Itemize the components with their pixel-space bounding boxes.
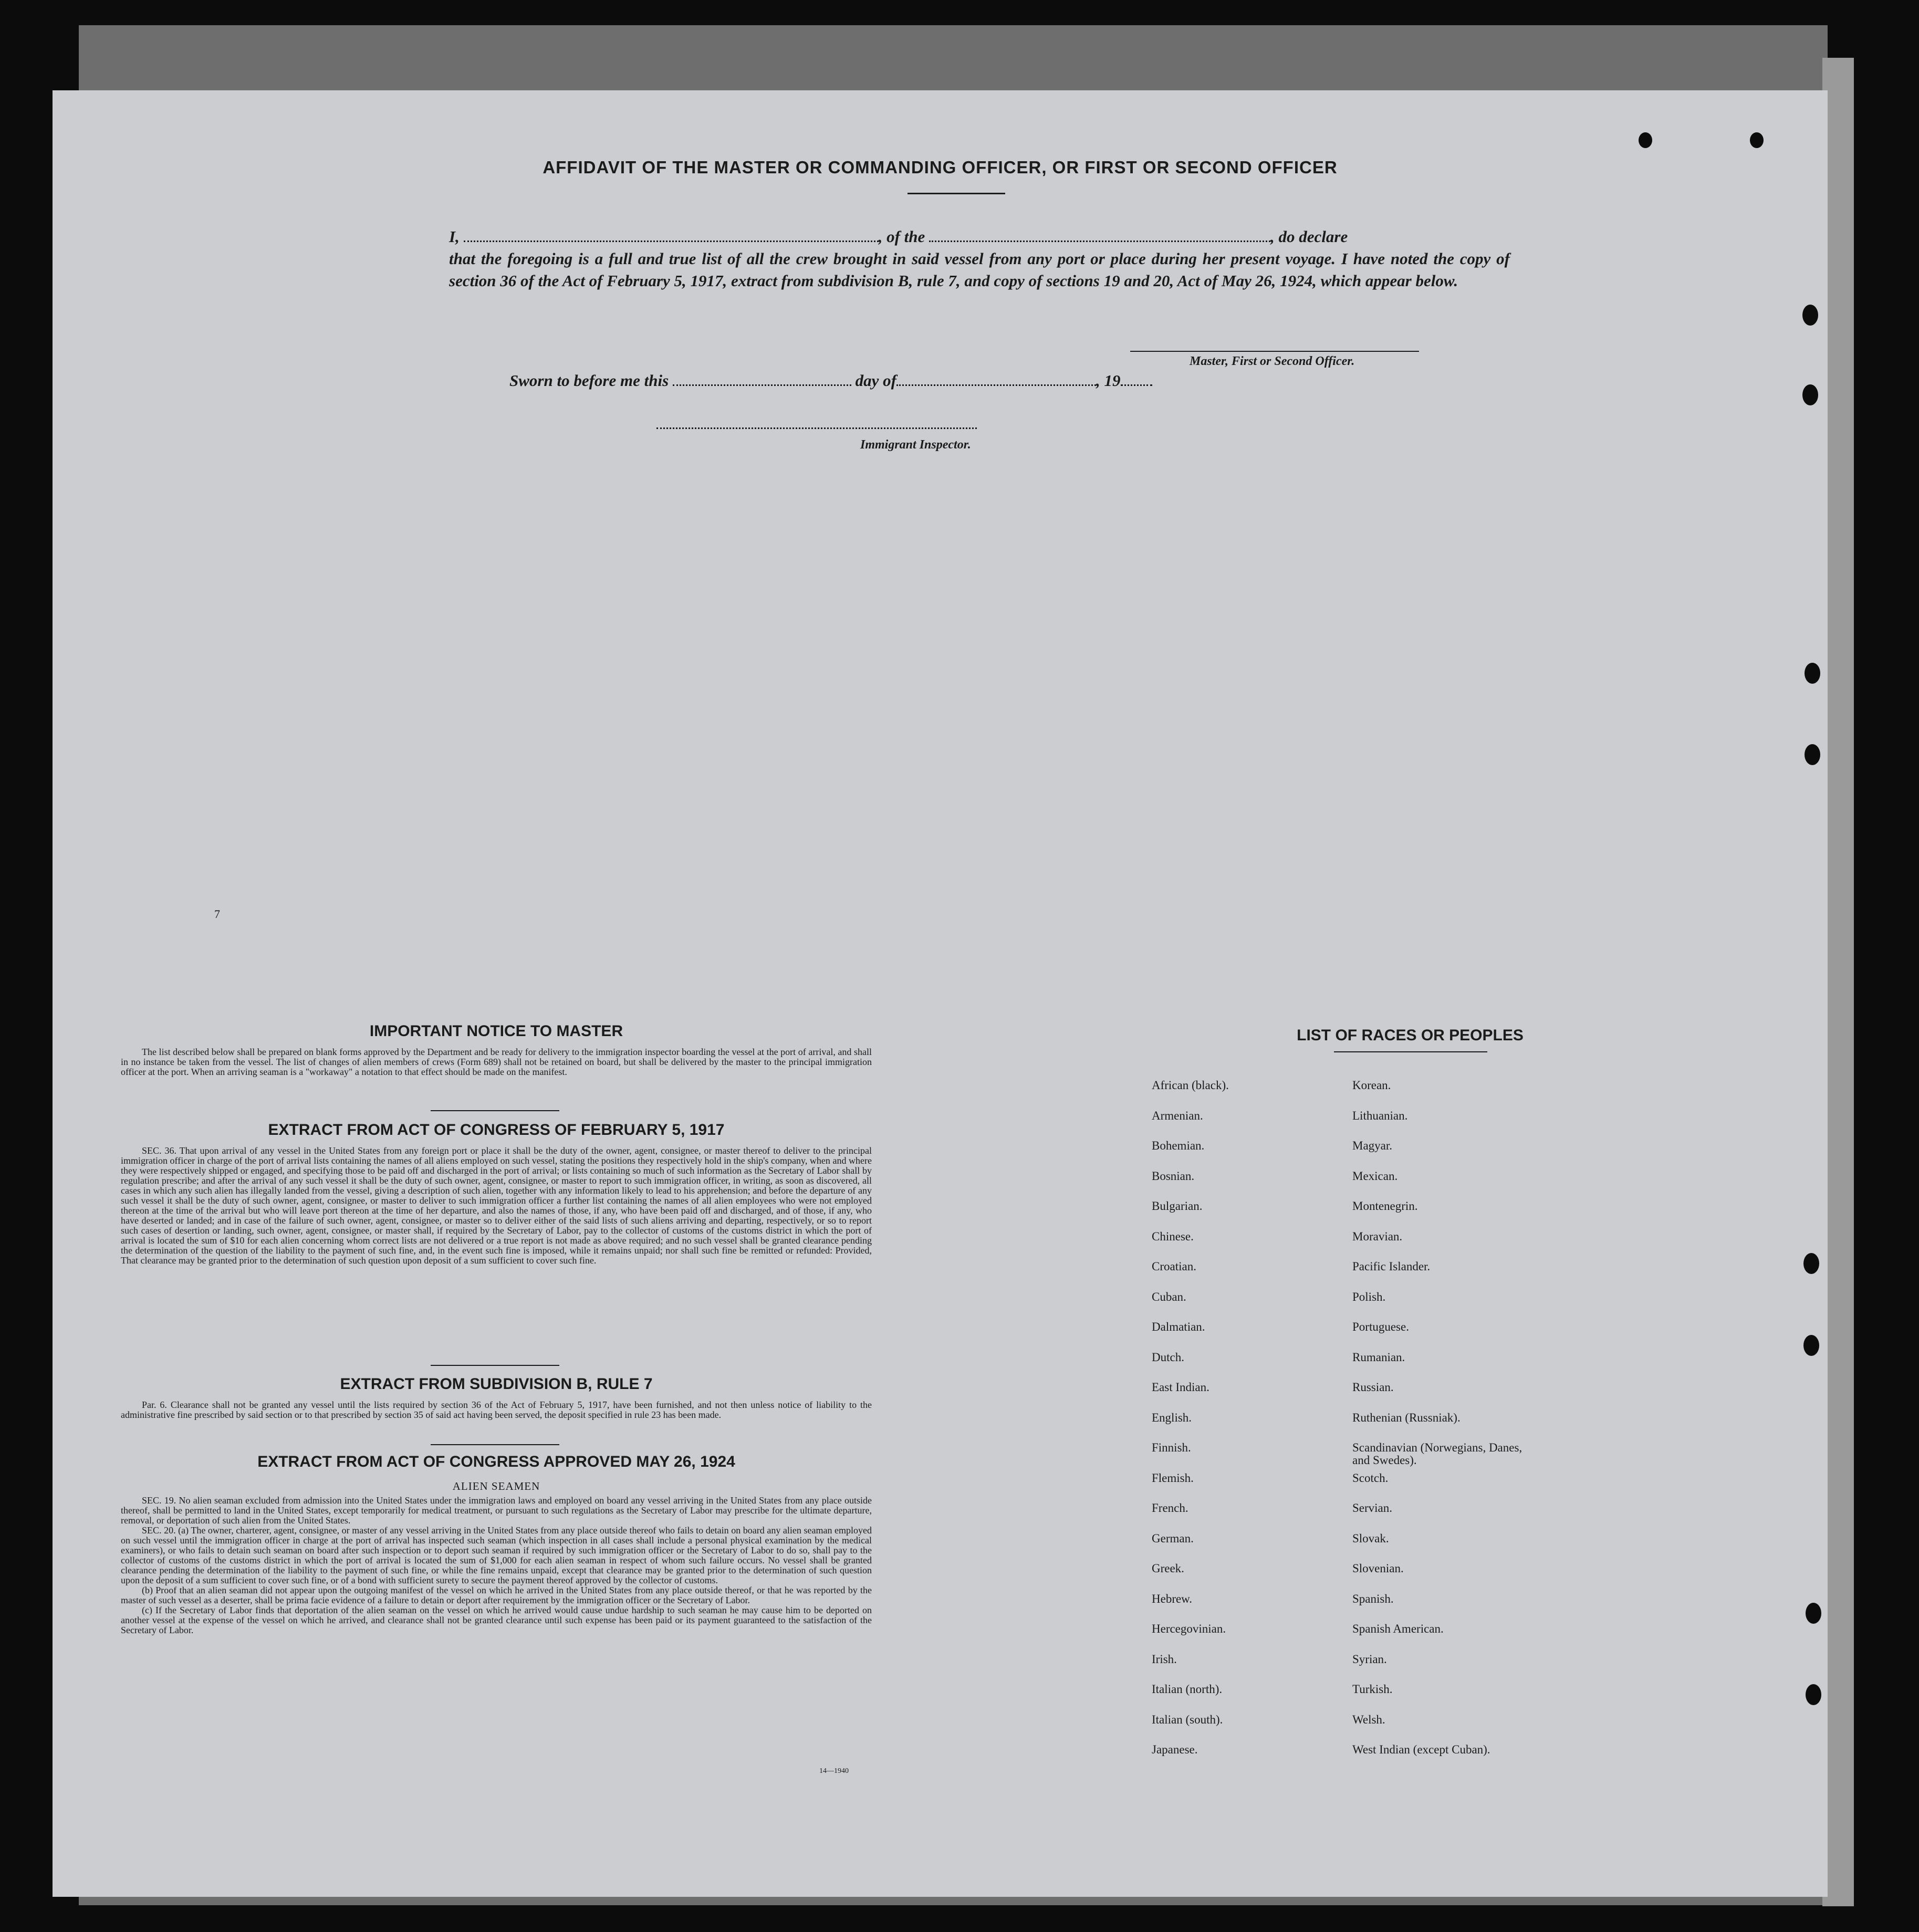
race-item: Spanish American. [1352,1622,1444,1635]
punch-hole [1750,132,1764,148]
race-item: Scotch. [1352,1471,1389,1485]
races-right-column [1352,1079,1625,1774]
race-item: Servian. [1352,1501,1393,1515]
race-item: Bosnian. [1152,1169,1195,1183]
affidavit-declaration [449,226,1510,292]
inspector-caption: Immigrant Inspector. [860,438,971,452]
title-rule [908,193,1005,194]
punch-hole [1805,744,1820,765]
race-item: Bohemian. [1152,1139,1205,1152]
race-item: African (black). [1152,1079,1229,1092]
race-item: English. [1152,1411,1192,1424]
race-item: Slovenian. [1352,1562,1404,1575]
notice-text: The list described below shall be prepared on blank forms approved by the Department and be ready for delivery to the immigration inspector boarding the vessel at the port of arrival, and shall in no instance be taken from the vessel. The list of changes of alien members of crews (Form 689) shall not be retained on board, but shall be delivered by the master to the principal immigration officer at the port. When an arriving seaman is a "workaway" a notation to that effect should be made on the manifest. [121,1047,872,1077]
punch-hole [1802,305,1818,326]
affidavit-body: that the foregoing is a full and true list of all the crew brought in said vessel from any port or place during her present voyage. I have noted the copy of section 36 of the Act of February 5, 1917, extract from subdivision B, rule 7, and copy of sections 19 and 20, Act of May 26, 1924, which appear below. [449,249,1510,290]
race-item: Greek. [1152,1562,1184,1575]
i-label: I, [449,227,460,246]
extract-1924-title: EXTRACT FROM ACT OF CONGRESS APPROVED MAY 26, 1924 [257,1453,735,1470]
inspector-signature-line[interactable] [656,427,977,429]
race-item: Turkish. [1352,1683,1393,1696]
race-item: Cuban. [1152,1290,1186,1303]
punch-hole [1806,1603,1821,1624]
race-item: Italian (north). [1152,1683,1223,1696]
race-item: Irish. [1152,1652,1177,1666]
extract-rule7-title: EXTRACT FROM SUBDIVISION B, RULE 7 [340,1375,653,1393]
race-item: Montenegrin. [1352,1199,1418,1213]
race-item: Portuguese. [1352,1320,1409,1333]
sec-20c-paragraph: (c) If the Secretary of Labor finds that deportation of the alien seaman on the vessel on which he arrived would cause undue hardship to such seaman he may cause him to be deported on another vessel at the expense of the vessel on which he arrived, and clearance shall not be granted clearance until such expense has been paid or its payment guaranteed to the satisfaction of the Secretary of Labor. [121,1605,872,1635]
race-item: Lithuanian. [1352,1109,1408,1122]
of-the-label: , of the [878,227,925,246]
race-item: Magyar. [1352,1139,1393,1152]
do-declare-label: , do declare [1270,227,1348,246]
race-item: Croatian. [1152,1260,1196,1273]
race-item: Russian. [1352,1381,1394,1394]
race-item: Dutch. [1152,1350,1184,1364]
extract-1924-subtitle: ALIEN SEAMEN [452,1480,540,1492]
race-item: Bulgarian. [1152,1199,1203,1213]
name-blank[interactable] [464,230,879,242]
sworn-month-blank[interactable] [896,374,1096,386]
punch-hole [1802,384,1818,405]
day-of-label: day of [855,371,896,390]
margin-mark: 7 [214,907,220,921]
race-item: Japanese. [1152,1743,1198,1756]
sec-20b-paragraph: (b) Proof that an alien seaman did not appear upon the outgoing manifest of the vessel on which he arrived in the United States from any place outside thereof, or that he was reported by the master of such vessel as a deserter, shall be prima facie evidence of a failure to detain or deport after requirement by the immigration officer or the Secretary of Labor. [121,1585,872,1605]
extract-1924-text [121,1496,872,1635]
race-item: Chinese. [1152,1229,1194,1243]
race-item: Syrian. [1352,1652,1387,1666]
notice-title: IMPORTANT NOTICE TO MASTER [369,1022,623,1040]
extract-1917-text: SEC. 36. That upon arrival of any vessel in the United States from any foreign port or place it shall be the duty of the owner, agent, consignee, or master thereof to deliver to the principal immigration officer in charge of the port of arrival lists containing the names of all aliens employed on such vessel, stating the positions they respectively hold in the ship's company, when and where they were respectively shipped or engaged, and specifying those to be paid off and discharged in the port of arrival; or lists containing so much of such information as the Secretary of Labor shall by regulation prescribe; and after the arrival of any such vessel it shall be the duty of such owner, agent, consignee, or master to report to such immigration officer, in writing, as soon as discovered, all cases in which any such alien has illegally landed from the vessel, giving a description of such alien, together with any information likely to lead to his apprehension; and before the departure of any such vessel it shall be the duty of such owner, agent, consignee, or master to deliver to such immigration officer a further list containing the names of all alien employees who were not employed thereon at the time of the arrival but who will leave port thereon at the time of her departure, and also the names of those, if any, who have been paid off and discharged, and of those, if any, who have deserted or landed; and in case of the failure of such owner, agent, consignee, or master so to deliver either of the said lists of such aliens arriving and departing, respectively, or so to report such cases of desertion or landing, such owner, agent, consignee, or master shall, if required by the Secretary of Labor, pay to the collector of customs of the customs district in which the port of arrival is located the sum of $10 for each alien concerning whom correct lists are not delivered or a true report is not made as above required; and no such vessel shall be granted clearance pending the determination of the question of the liability to the payment of such fine, and, in the event such fine is imposed, while it remains unpaid; nor shall such fine be remitted or refunded: Provided, That clearance may be granted prior to the determination of such question upon deposit of a sum sufficient to cover such fine. [121,1145,872,1266]
sworn-label: Sworn to before me this [509,371,669,390]
race-item: Welsh. [1352,1712,1385,1726]
sworn-day-blank[interactable] [673,374,851,386]
extract-1917-title: EXTRACT FROM ACT OF CONGRESS OF FEBRUARY 5, 1917 [268,1121,725,1139]
race-item: West Indian (except Cuban). [1352,1743,1490,1756]
form-number: 14—1940 [819,1767,849,1775]
punch-hole [1803,1335,1819,1356]
race-item: Rumanian. [1352,1350,1405,1364]
race-item: Italian (south). [1152,1712,1223,1726]
document-page [53,90,1828,1897]
race-item: Pacific Islander. [1352,1260,1431,1273]
race-item: East Indian. [1152,1381,1209,1394]
race-item: Ruthenian (Russniak). [1352,1411,1461,1424]
race-item: Hercegovinian. [1152,1622,1226,1635]
race-item: Scandinavian (Norwegians, Danes, and Swedes). [1352,1441,1522,1467]
race-item: Hebrew. [1152,1592,1193,1605]
races-title: LIST OF RACES OR PEOPLES [1297,1027,1524,1044]
affidavit-title: AFFIDAVIT OF THE MASTER OR COMMANDING OFFICER, OR FIRST OR SECOND OFFICER [543,158,1338,177]
divider-3 [431,1444,559,1445]
race-item: Spanish. [1352,1592,1394,1605]
race-item: French. [1152,1501,1188,1515]
race-item: Korean. [1352,1079,1391,1092]
sec-19-paragraph: SEC. 19. No alien seaman excluded from admission into the United States under the immigration laws and employed on board any vessel arriving in the United States from any place outside thereof, shall be permitted to land in the United States, except temporarily for medical treatment, or pursuant to such regulations as the Secretary of Labor may prescribe for the ultimate departure, removal, or deportation of such alien from the United States. [121,1495,872,1526]
divider-2 [431,1365,559,1366]
punch-hole [1803,1253,1819,1274]
sec-20a-paragraph: SEC. 20. (a) The owner, charterer, agent, consignee, or master of any vessel arriving in the United States from any place outside thereof who fails to detain on board any alien seaman employed on such vessel until the immigration officer in charge at the port of arrival has inspected such seaman (which inspection in all cases shall include a personal physical examination by the medical examiners), or who fails to detain such seaman on board after such inspection or to deport such seaman if required by such immigration officer or the Secretary of Labor to do so, shall pay to the collector of customs of the customs district in which the port of arrival is located the sum of $1,000 for each alien seaman in respect of whom such failure occurs. No vessel shall be granted clearance pending the determination of the liability to the payment of such fine, or while the fine remains unpaid, except that clearance may be granted prior to the determination of such question upon the deposit of a sum sufficient to cover such fine, or of a bond with sufficient surety to secure the payment thereof approved by the collector of customs. [121,1525,872,1585]
punch-hole [1639,132,1652,148]
race-item: Moravian. [1352,1229,1403,1243]
race-item: Mexican. [1352,1169,1398,1183]
races-left-column [1152,1079,1341,1774]
race-item: Finnish. [1152,1441,1191,1454]
signature-caption: Master, First or Second Officer. [1190,354,1355,368]
race-item: Slovak. [1352,1531,1389,1545]
race-item: German. [1152,1531,1194,1545]
races-rule [1334,1051,1487,1052]
punch-hole [1805,663,1820,684]
race-item: Polish. [1352,1290,1386,1303]
year-label: , 19 [1096,371,1121,390]
sworn-year-blank[interactable] [1121,374,1152,386]
extract-rule7-text: Par. 6. Clearance shall not be granted any vessel until the lists required by section 36 of the Act of February 5, 1917, have been furnished, and not then unless notice of liability to the administrative fine prescribed by said section or to that prescribed by section 35 of said act having been served, the deposit specified in rule 23 has been made. [121,1400,872,1420]
divider-1 [431,1110,559,1111]
signature-line[interactable] [1130,351,1419,352]
sworn-row [509,371,1152,390]
vessel-blank[interactable] [929,230,1270,242]
race-item: Flemish. [1152,1471,1194,1485]
race-item: Dalmatian. [1152,1320,1205,1333]
punch-hole [1806,1684,1821,1705]
race-item: Armenian. [1152,1109,1203,1122]
